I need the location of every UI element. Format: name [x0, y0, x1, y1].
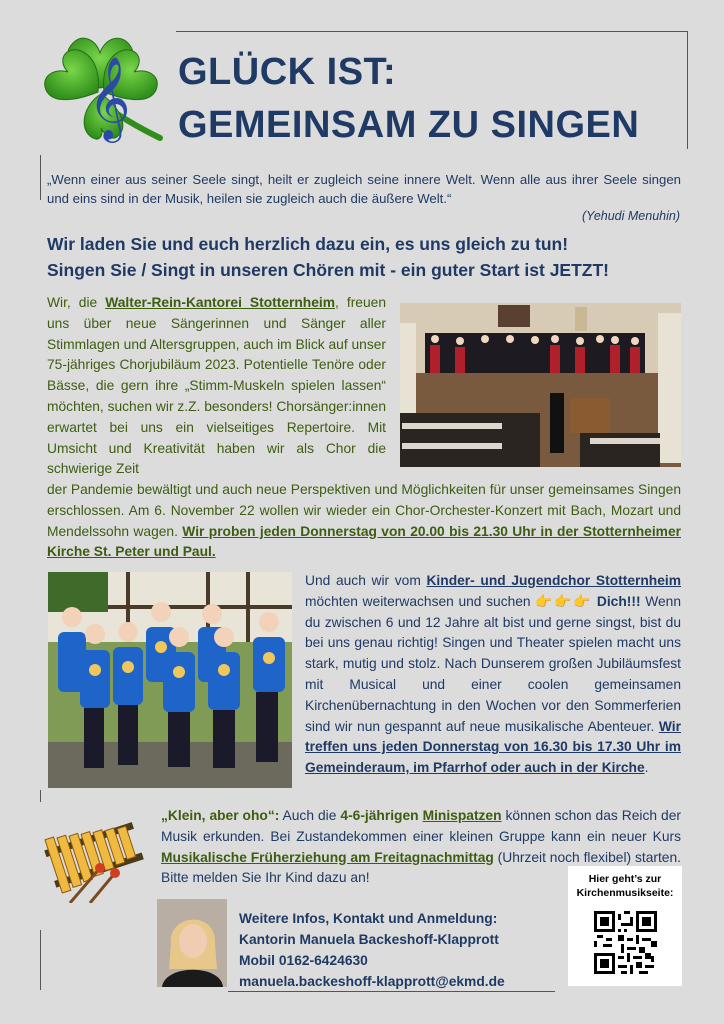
invitation-line-1: Wir laden Sie und euch herzlich dazu ein, es uns gleich zu tun!: [47, 234, 569, 254]
kantorei-body-2: der Pandemie bewältigt und auch neue Perspektiven und Möglichkeiten für unser gemeinsames Singen erschlossen. Am 6. November 22 wollen wir wieder ein Chor-Orchester-Konzert mit Bach, Mozart und Mendelssohn wagen.: [47, 482, 681, 539]
minispatzen-age: 4-6-jährigen: [340, 808, 419, 823]
frame-line-left-bottom: [40, 930, 41, 990]
contact-heading: Weitere Infos, Kontakt und Anmeldung:: [239, 911, 498, 926]
qr-code-box[interactable]: [568, 866, 682, 986]
contact-block: [239, 908, 569, 992]
quote-author: (Yehudi Menuhin): [582, 209, 680, 223]
kantorei-intro: Wir, die: [47, 295, 106, 310]
contact-phone[interactable]: Mobil 0162-6424630: [239, 953, 368, 968]
kids-mid: möchten weiterwachsen und suchen: [305, 593, 536, 609]
kantorei-body: , freuen uns über neue Sängerinnen und Sänger aller Stimmlagen und Altersgruppen, auch im Blick auf unser 75-jähriges Chorjubiläum 2023. Potentielle Tenöre oder Bässe, die gern ihre „Stimm-Muskeln spielen lassen“ möchten, suchen wir z.Z. besonders! Chorsänger:innen erwartet bei uns ein vielseitiges Repertoire. Mit Umsicht und Kreativität haben wir als Chor die schwierige Zeit: [47, 295, 386, 477]
kids-choir-paragraph: [305, 571, 681, 779]
kids-body: Wenn du zwischen 6 und 12 Jahre alt bist und gerne singst, bist du bei uns genau richtig! Singen und Theater spielen macht uns stark, mutig und stolz. Nach Dunserem großen Jubiläumsfest mit Musical und einer coolen gemeinsamen Kirchenübernachtung in den Wochen vor den Sommerferien sind wir nun gespannt auf neue musikalische Abenteuer.: [305, 593, 681, 734]
svg-text:𝄞: 𝄞: [88, 55, 131, 139]
qr-label: Hier geht’s zur Kirchenmusikseite:: [576, 873, 674, 899]
kids-end: .: [644, 760, 649, 776]
minispatzen-text-1: Auch die: [279, 808, 341, 823]
clover-treble-clef-logo: [38, 30, 168, 150]
frame-line-left-top: [40, 155, 41, 200]
minispatzen-name-link[interactable]: Minispatzen: [422, 808, 502, 823]
pointing-hands-icon: 👉👉👉: [535, 593, 593, 610]
invitation-line-2: Singen Sie / Singt in unseren Chören mit - ein guter Start ist JETZT!: [47, 260, 609, 280]
kids-choir-name-link[interactable]: Kinder- und Jugendchor Stotternheim: [426, 573, 681, 588]
title-line-1: GLÜCK IST:: [178, 51, 397, 93]
page-title: [178, 46, 688, 152]
kids-rehearsal-times: Wir treffen uns jeden Donnerstag von 16.30 bis 17.30 Uhr im Gemeinderaum, im Pfarrhof oder auch in der Kirche: [305, 718, 681, 776]
contact-name: Kantorin Manuela Backeshoff-Klapprott: [239, 932, 499, 947]
quote-text: „Wenn einer aus seiner Seele singt, heilt er zugleich seine innere Welt. Wenn alle aus ihrer Seele singen und eins sind in der Musik, heilen sie zugleich auch die äußere Welt.“: [47, 172, 681, 206]
kids-intro: Und auch wir vom: [305, 573, 427, 588]
kantorei-paragraph: [47, 293, 386, 480]
minispatzen-lead: „Klein, aber oho“:: [161, 808, 280, 823]
xylophone-icon: [40, 808, 145, 903]
course-name-link[interactable]: Musikalische Früherziehung am Freitagnachmittag: [161, 849, 494, 865]
contact-email[interactable]: manuela.backeshoff-klapprott@ekmd.de: [239, 974, 505, 989]
minispatzen-text-3: können schon das Reich der Musik erkunden. Bei Zustandekommen einer kleinen Gruppe kann ein neuer Kurs: [161, 808, 681, 844]
frame-line-top: [176, 31, 688, 32]
kantorei-name-link[interactable]: Walter-Rein-Kantorei Stotternheim: [105, 295, 336, 310]
kantorei-rehearsal-times: Wir proben jeden Donnerstag von 20.00 bis 21.30 Uhr in der Stotternheimer Kirche St. Peter und Paul.: [47, 523, 681, 560]
kids-choir-photo: [48, 572, 292, 788]
frame-line-left-mid: [40, 790, 41, 802]
qr-code-icon[interactable]: [594, 911, 657, 974]
choir-concert-photo: [400, 303, 681, 467]
kids-dich: Dich!!!: [592, 593, 641, 609]
contact-person-photo: [157, 899, 227, 987]
invitation-heading: [47, 231, 687, 283]
minispatzen-text-4: (Uhrzeit noch flexibel) starten. Bitte melden Sie Ihr Kind dazu an!: [161, 849, 681, 886]
title-line-2: GEMEINSAM ZU SINGEN: [178, 104, 640, 146]
kantorei-paragraph-continued: [47, 480, 681, 563]
